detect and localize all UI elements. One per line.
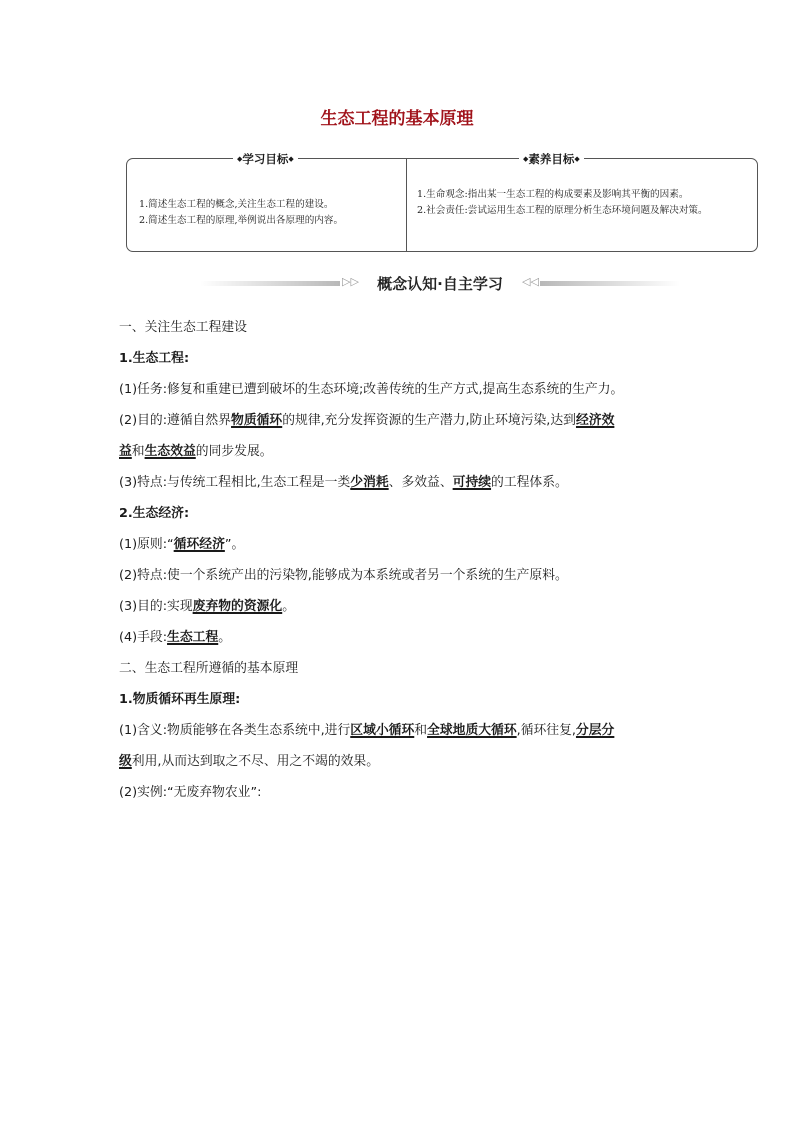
text-run: (1)含义:物质能够在各类生态系统中,进行 (119, 723, 351, 738)
study-goal-item: 2.简述生态工程的原理,举例说出各原理的内容。 (139, 215, 344, 226)
literacy-goals-label: 素养目标 (528, 152, 575, 166)
text-run: (3)目的:实现 (119, 599, 193, 614)
text-run: (4)手段: (119, 630, 168, 645)
text-run: 和 (131, 444, 145, 459)
double-arrow-right-icon: ▷▷ (342, 275, 359, 288)
document-body (119, 312, 681, 808)
study-goal-item: 1.简述生态工程的概念,关注生态工程的建设。 (139, 199, 334, 210)
key-term: 经济效 (575, 413, 615, 428)
text-run: ,循环往复, (516, 723, 576, 738)
goals-box (126, 152, 758, 252)
key-term: 废弃物的资源化 (192, 599, 283, 614)
text-run: 和 (414, 723, 428, 738)
subheading: 2.生态经济: (119, 506, 190, 521)
key-term: 分层分 (575, 723, 615, 738)
paragraph: (2)实例:“无废弃物农业”: (119, 785, 262, 800)
key-term: 全球地质大循环 (427, 723, 517, 738)
literacy-goals-list (417, 187, 751, 219)
paragraph (119, 622, 681, 653)
text-run: (3)特点:与传统工程相比,生态工程是一类 (119, 475, 351, 490)
text-run: ”。 (224, 537, 245, 552)
key-term: 物质循环 (231, 413, 283, 428)
text-run: 。 (218, 630, 232, 645)
section-banner-title: 概念认知·自主学习 (377, 275, 503, 293)
paragraph (119, 467, 681, 498)
study-goals-heading (233, 151, 298, 167)
text-run: (2)目的:遵循自然界 (119, 413, 232, 428)
key-term: 生态效益 (144, 444, 196, 459)
diamond-icon: ◆ (523, 155, 529, 163)
paragraph: (2)特点:使一个系统产出的污染物,能够成为本系统或者另一个系统的生产原料。 (119, 568, 568, 583)
study-goals-label: 学习目标 (242, 152, 289, 166)
subheading: 1.物质循环再生原理: (119, 692, 241, 707)
text-run: (1)原则:“ (119, 537, 174, 552)
text-run: 的工程体系。 (491, 475, 568, 490)
paragraph-continued (119, 746, 681, 777)
paragraph (119, 529, 681, 560)
paragraph (119, 715, 681, 746)
text-run: 利用,从而达到取之不尽、用之不竭的效果。 (131, 754, 380, 769)
text-run: 的规律,充分发挥资源的生产潜力,防止环境污染,达到 (282, 413, 576, 428)
literacy-goals-heading (519, 151, 584, 167)
page-title: 生态工程的基本原理 (320, 109, 474, 129)
text-run: 、多效益、 (388, 475, 453, 490)
key-term: 循环经济 (173, 537, 225, 552)
key-term: 益 (119, 444, 132, 459)
diamond-icon: ◆ (574, 155, 580, 163)
text-run: 的同步发展。 (195, 444, 273, 459)
key-term: 生态工程 (167, 630, 219, 645)
text-run: 。 (282, 599, 296, 614)
paragraph: (1)任务:修复和重建已遭到破坏的生态环境;改善传统的生产方式,提高生态系统的生产力。 (119, 382, 624, 397)
paragraph-continued (119, 436, 681, 467)
paragraph (119, 591, 681, 622)
diamond-icon: ◆ (288, 155, 294, 163)
banner-rule-right (540, 281, 680, 286)
diamond-icon: ◆ (237, 155, 243, 163)
literacy-goal-item: 1.生命观念:指出某一生态工程的构成要素及影响其平衡的因素。 (417, 189, 689, 200)
double-arrow-left-icon: ◁◁ (522, 275, 539, 288)
literacy-goal-item: 2.社会责任:尝试运用生态工程的原理分析生态环境问题及解决对策。 (417, 205, 708, 216)
key-term: 可持续 (452, 475, 492, 490)
banner-rule-left (200, 281, 340, 286)
section-heading: 二、生态工程所遵循的基本原理 (119, 661, 299, 676)
study-goals-list (139, 197, 397, 229)
goals-divider (406, 159, 407, 251)
key-term: 少消耗 (350, 475, 389, 490)
section-heading: 一、关注生态工程建设 (119, 320, 247, 335)
key-term: 级 (119, 754, 132, 769)
key-term: 区域小循环 (350, 723, 415, 738)
section-banner (200, 272, 680, 296)
subheading: 1.生态工程: (119, 351, 190, 366)
paragraph (119, 405, 681, 436)
